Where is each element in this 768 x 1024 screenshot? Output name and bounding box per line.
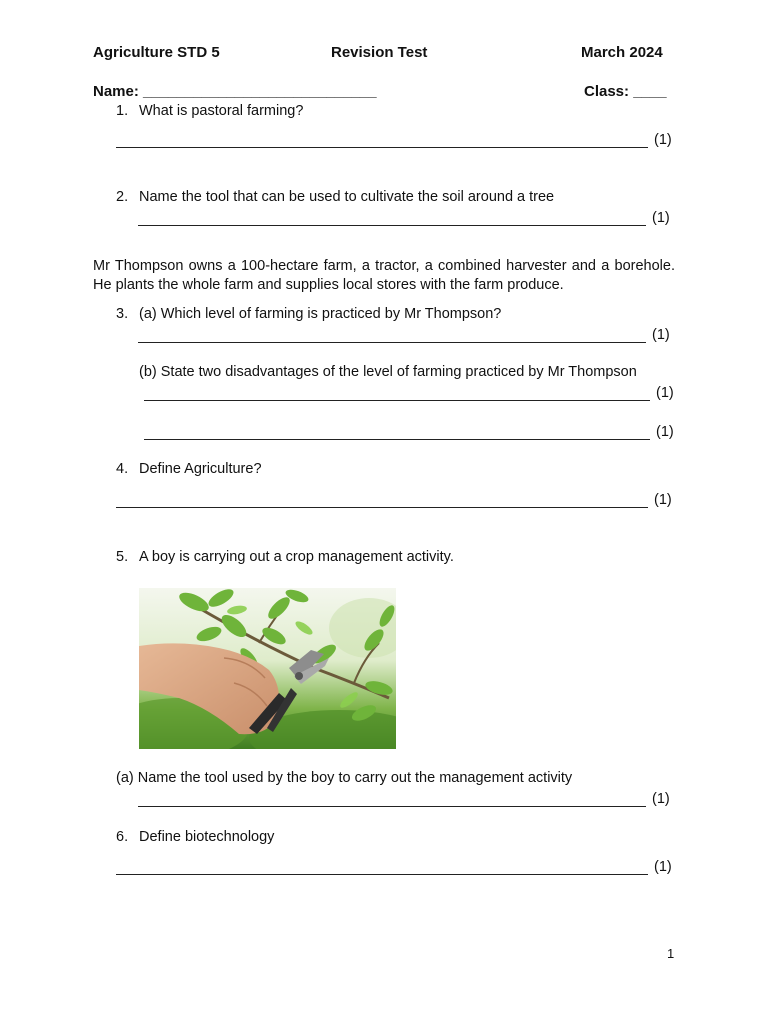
q4-text: Define Agriculture?	[139, 461, 262, 477]
q2-number: 2.	[116, 189, 129, 205]
q4-number: 4.	[116, 461, 129, 477]
q4-answer-line	[116, 507, 648, 508]
q2-mark: (1)	[652, 210, 670, 226]
test-date: March 2024	[581, 44, 663, 61]
q3b-answer-line-1	[144, 400, 650, 401]
q1-number: 1.	[116, 103, 129, 119]
page-number: 1	[667, 946, 675, 961]
q3b-text: (b) State two disadvantages of the level of farming practiced by Mr Thompson	[139, 364, 637, 380]
q3b-mark-2: (1)	[656, 424, 674, 440]
q6-mark: (1)	[654, 859, 672, 875]
q1-mark: (1)	[654, 132, 672, 148]
q1-answer-line	[116, 147, 648, 148]
q5a-text: (a) Name the tool used by the boy to carry out the management activity	[116, 770, 573, 786]
q3a-answer-line	[138, 342, 646, 343]
q6-text: Define biotechnology	[139, 829, 275, 845]
q4-mark: (1)	[654, 492, 672, 508]
pruning-photo	[139, 588, 396, 749]
q1-text: What is pastoral farming?	[139, 103, 304, 119]
q5-text: A boy is carrying out a crop management activity.	[139, 549, 454, 565]
class-field-label: Class: ____	[584, 83, 667, 100]
q2-answer-line	[138, 225, 646, 226]
q3a-text: (a) Which level of farming is practiced by Mr Thompson?	[139, 306, 502, 322]
q5a-mark: (1)	[652, 791, 670, 807]
q2-text: Name the tool that can be used to cultivate the soil around a tree	[139, 189, 555, 205]
scenario-passage: Mr Thompson owns a 100-hectare farm, a tractor, a combined harvester and a borehole. He plants the whole farm and supplies local stores with the farm produce.	[93, 258, 675, 293]
q5a-answer-line	[138, 806, 646, 807]
name-field-label: Name: ____________________________	[93, 83, 377, 100]
q3-number: 3.	[116, 306, 129, 322]
q3b-mark-1: (1)	[656, 385, 674, 401]
q3b-answer-line-2	[144, 439, 650, 440]
q3a-mark: (1)	[652, 327, 670, 343]
q5-number: 5.	[116, 549, 129, 565]
subject-title: Agriculture STD 5	[93, 44, 220, 61]
q6-answer-line	[116, 874, 648, 875]
q6-number: 6.	[116, 829, 129, 845]
test-title: Revision Test	[331, 44, 428, 61]
